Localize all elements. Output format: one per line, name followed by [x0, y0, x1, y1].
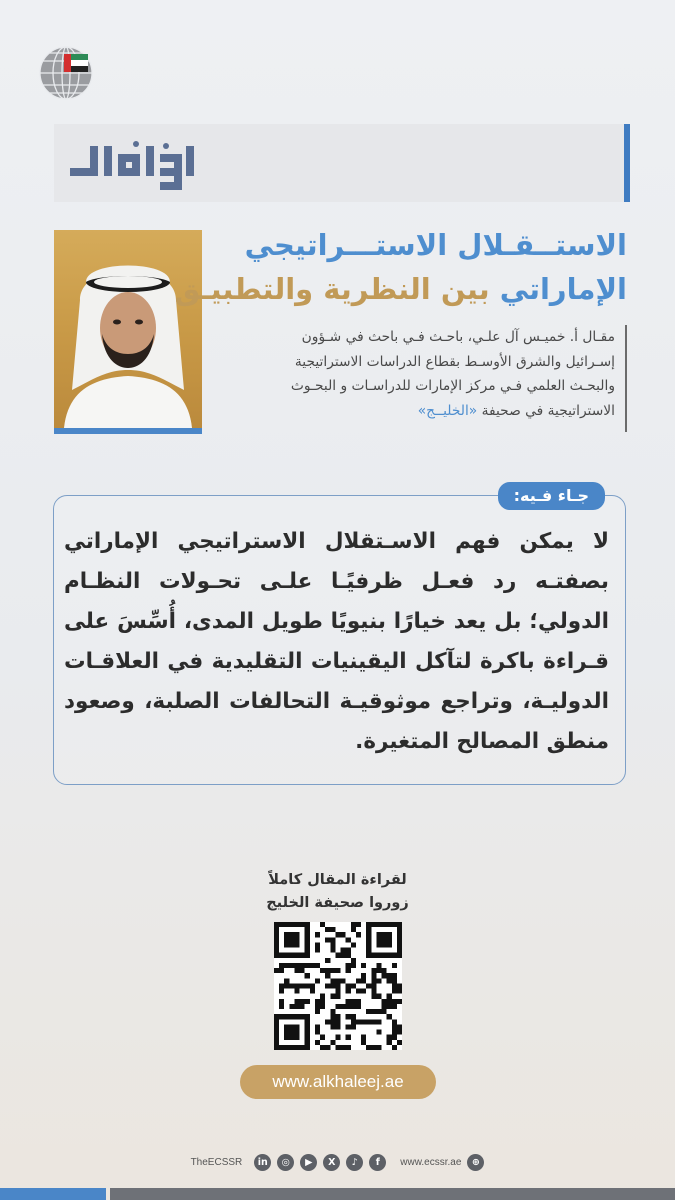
author-line-3: والبحـث العلمي فـي مركز الإمارات للدراسـات و البحـوث — [290, 378, 615, 394]
author-line-2: إسـرائيل والشرق الأوسـط بقطاع الدراسات الاستراتيجية — [294, 353, 615, 370]
bottom-bar-blue — [0, 1188, 106, 1200]
footer-website[interactable]: www.ecssr.ae — [400, 1156, 462, 1168]
newspaper-masthead — [54, 124, 630, 202]
author-description — [215, 325, 627, 432]
masthead-logo-text: الخليج — [66, 132, 69, 133]
headline-line-2-blue: الإماراتي — [489, 272, 627, 306]
author-line-1: مقـال أ. خميـس آل علـي، باحـث فـي باحث في شـؤون — [301, 329, 615, 345]
globe-icon: ⊕ — [467, 1154, 484, 1171]
x-icon[interactable]: X — [323, 1154, 340, 1171]
qr-code[interactable] — [274, 922, 402, 1050]
author-line-4 — [215, 399, 615, 424]
author-photo — [54, 230, 202, 434]
quote-tag-label: جـاء فـيه: — [498, 482, 605, 510]
facebook-icon[interactable]: f — [369, 1154, 386, 1171]
masthead-accent-bar — [624, 124, 630, 202]
author-line-4-text: الاستراتيجية في صحيفة — [477, 402, 615, 419]
ecssr-globe-logo — [38, 45, 94, 101]
youtube-icon[interactable]: ▶ — [300, 1154, 317, 1171]
headline-line-2 — [174, 267, 627, 311]
footer-handle[interactable]: TheECSSR — [190, 1156, 243, 1168]
quote-box — [53, 486, 626, 785]
article-headline — [174, 223, 627, 311]
newspaper-name-highlight: «الخليــج» — [417, 402, 478, 419]
quote-text: لا يمكن فهم الاسـتقلال الاستراتيجي الإماراتي بصفتـه رد فعـل ظرفيًـا علـى تحـولات النظـام الدولي؛ بل يعد خيارًا بنيويًا طويل المدى، أُسِّسَ على قـراءة باكرة لتآكل اليقينيات التقليدية في العلاقـات الدوليـة، وتراجع موثوقيـة التحالفات الصلبة، وصعود منطق المصالح المتغيرة. — [64, 529, 609, 754]
website-url-button[interactable]: www.alkhaleej.ae — [240, 1065, 436, 1099]
cta-line-2: زوروا صحيفة الخليج — [266, 895, 409, 911]
tiktok-icon[interactable]: ♪ — [346, 1154, 363, 1171]
linkedin-icon[interactable]: in — [254, 1154, 271, 1171]
alkhaleej-logo — [66, 132, 206, 192]
footer-social-bar — [0, 1148, 675, 1176]
cta-line-1: لقراءة المقال كاملاً — [268, 872, 407, 888]
instagram-icon[interactable]: ◎ — [277, 1154, 294, 1171]
headline-line-1: الاستــقـلال الاستـــراتيجي — [244, 228, 627, 262]
bottom-bar-grey — [110, 1188, 675, 1200]
headline-line-2-gold: بين النظرية والتطبيـق — [174, 272, 490, 306]
